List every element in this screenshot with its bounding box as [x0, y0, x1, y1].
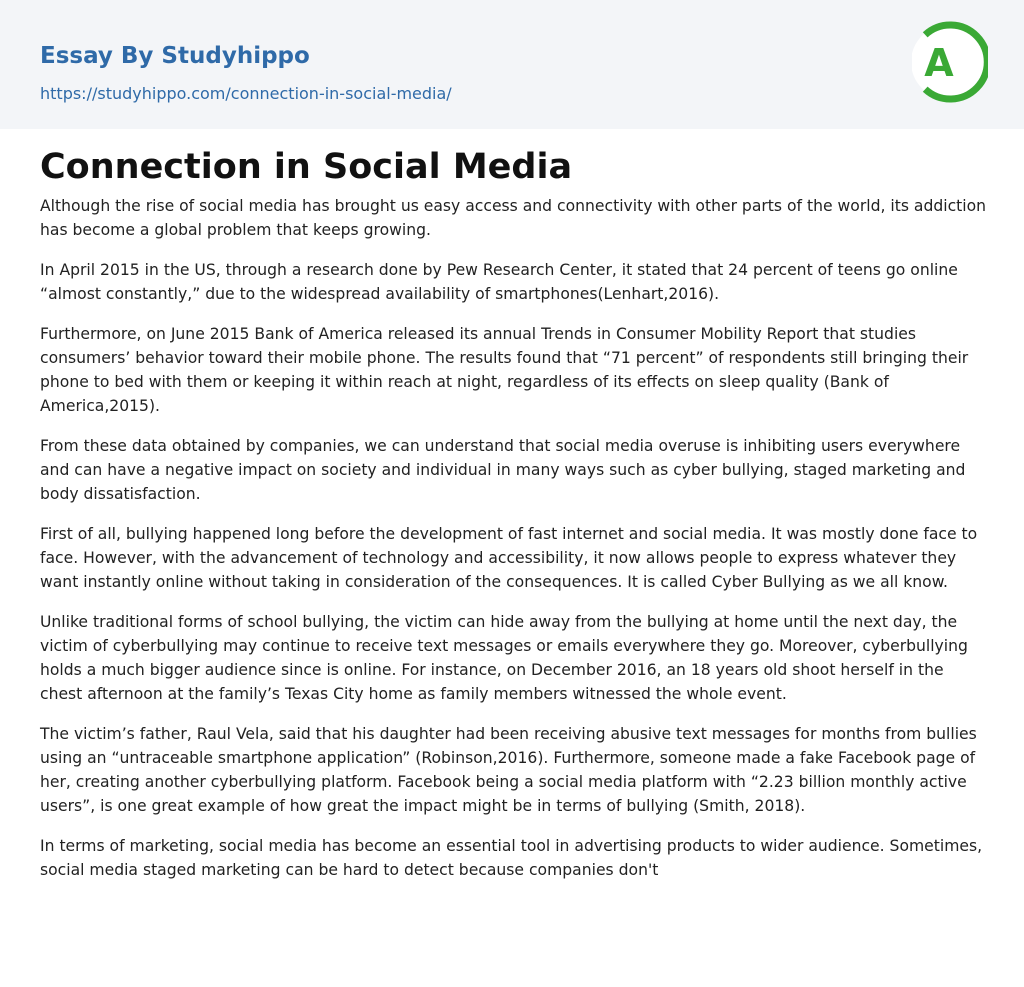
paragraph: In April 2015 in the US, through a research done by Pew Research Center, it stated that 24 percent of teens go online “almost constantly,” due to the widespread availability of smartphones(Lenhart,2016). [40, 261, 958, 303]
article-url-link[interactable]: https://studyhippo.com/connection-in-social-media/ [40, 84, 452, 103]
paragraph: Although the rise of social media has brought us easy access and connectivity with other parts of the world, its addiction has become a global problem that keeps growing. [40, 197, 987, 239]
paragraph: The victim’s father, Raul Vela, said that his daughter had been receiving abusive text messages for months from bullies using an “untraceable smartphone application” (Robinson,2016). Furthermore, someone made a fake Facebook page of her, creating another cyberbullying platform. Facebook being a social media platform with “2.23 billion monthly active users”, is one great example of how great the impact might be in terms of bullying (Smith, 2018). [40, 725, 977, 815]
page-title: Connection in Social Media [40, 147, 573, 187]
article-body [40, 194, 990, 898]
site-header [0, 0, 1024, 129]
logo-letter: A [924, 41, 954, 85]
paragraph: From these data obtained by companies, we can understand that social media overuse is inhibiting users everywhere and can have a negative impact on society and individual in many ways such as cyber bullying, staged marketing and body dissatisfaction. [40, 437, 966, 503]
paragraph: Unlike traditional forms of school bullying, the victim can hide away from the bullying at home until the next day, the victim of cyberbullying may continue to receive text messages or emails everywhere they go. Moreover, cyberbullying holds a much bigger audience since is online. For instance, on December 2016, an 18 years old shoot herself in the chest afternoon at the family’s Texas City home as family members witnessed the whole event. [40, 613, 968, 703]
paragraph: Furthermore, on June 2015 Bank of America released its annual Trends in Consumer Mobility Report that studies consumers’ behavior toward their mobile phone. The results found that “71 percent” of respondents still bringing their phone to bed with them or keeping it within reach at night, regardless of its effects on sleep quality (Bank of America,2015). [40, 325, 969, 415]
paragraph: In terms of marketing, social media has become an essential tool in advertising products to wider audience. Sometimes, social media staged marketing can be hard to detect because companies don't [40, 837, 983, 879]
studyhippo-logo-icon [912, 19, 988, 105]
brand-title: Essay By Studyhippo [40, 43, 310, 69]
paragraph: First of all, bullying happened long before the development of fast internet and social media. It was mostly done face to face. However, with the advancement of technology and accessibility, it now allows people to express whatever they want instantly online without taking in consideration of the consequences. It is called Cyber Bullying as we all know. [40, 525, 978, 591]
